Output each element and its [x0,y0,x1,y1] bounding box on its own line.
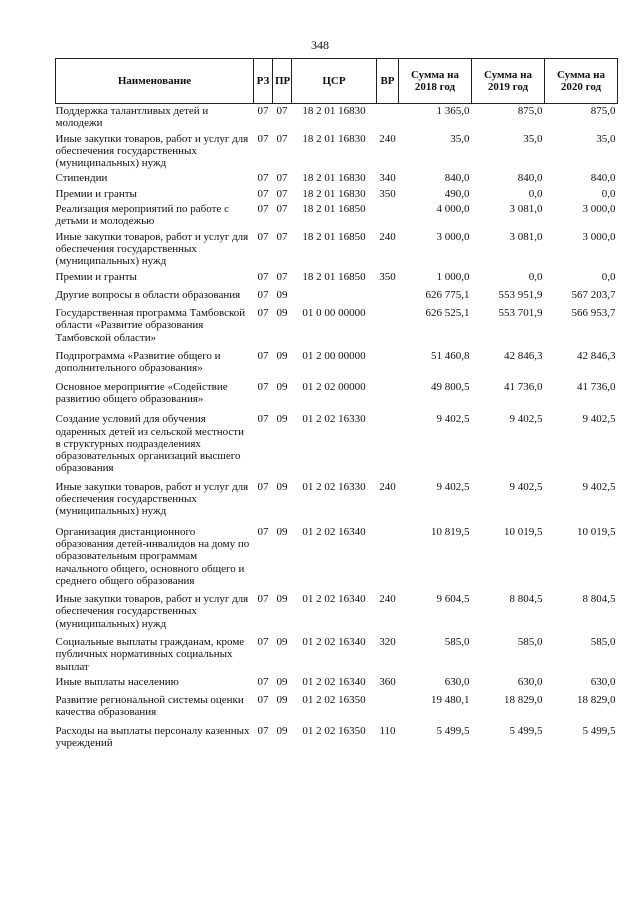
cell-rz: 07 [257,350,269,363]
cell-sum-2018: 585,0 [444,635,470,648]
budget-table [55,58,618,749]
table-row [56,592,618,635]
table-header [56,59,618,104]
cell-sum-2019: 630,0 [517,675,543,688]
cell-sum-2020: 9 402,5 [582,480,616,493]
cell-sum-2019: 35,0 [523,132,543,145]
cell-rz: 07 [257,380,269,393]
cell-vr [377,380,399,413]
cell-vr: 110 [379,724,396,737]
cell-name: Иные закупки товаров, работ и услуг для обеспечения государственных (муниципальных) нужд [55,593,249,630]
cell-rz: 07 [257,675,269,688]
table-row [56,270,618,288]
table-row [56,349,618,380]
cell-name: Организация дистанционного образования детей-инвалидов на дому по образовательным программам начального общего, основного общего и среднего общего образования [55,525,250,587]
header-vr: ВР [377,59,399,104]
cell-vr: 240 [379,230,396,243]
cell-vr [377,525,399,592]
cell-rz: 07 [257,288,269,301]
cell-rz: 07 [257,172,269,185]
cell-sum-2019: 0,0 [528,270,543,283]
cell-name: Социальные выплаты гражданам, кроме публичных нормативных социальных выплат [55,635,245,673]
cell-sum-2019: 0,0 [528,187,543,200]
cell-vr [377,693,399,724]
cell-vr [377,412,399,479]
cell-csr: 01 2 02 16340 [302,593,366,606]
cell-name: Расходы на выплаты персоналу казенных учреждений [55,724,250,750]
cell-csr: 01 2 00 00000 [302,350,366,363]
cell-sum-2019: 9 402,5 [509,413,543,426]
cell-rz: 07 [257,307,269,320]
cell-sum-2018: 9 402,5 [436,413,470,426]
cell-name: Поддержка талантливых детей и молодежи [55,105,209,130]
cell-vr: 340 [379,172,396,185]
cell-rz: 07 [257,187,269,200]
cell-pr: 07 [276,203,288,216]
cell-pr: 09 [276,413,288,426]
table-row [56,230,618,270]
cell-sum-2019: 42 846,3 [504,350,543,363]
table-body [56,104,618,750]
cell-sum-2020: 35,0 [596,132,616,145]
cell-name: Премии и гранты [55,270,137,283]
cell-sum-2020: 5 499,5 [582,724,616,737]
cell-sum-2018: 4 000,0 [436,203,470,216]
cell-pr: 09 [276,380,288,393]
cell-name: Иные закупки товаров, работ и услуг для обеспечения государственных (муниципальных) нужд [55,480,249,518]
cell-csr: 01 2 02 16330 [302,480,366,493]
cell-vr [377,349,399,380]
cell-vr: 320 [379,635,396,648]
cell-sum-2018: 19 480,1 [431,694,470,707]
cell-csr: 01 2 02 16340 [302,525,366,538]
table-row [56,288,618,306]
cell-name: Иные выплаты населению [55,675,179,688]
cell-sum-2020: 41 736,0 [577,380,616,393]
table-row [56,380,618,413]
cell-vr [377,306,399,349]
cell-rz: 07 [257,724,269,737]
cell-vr: 360 [379,675,396,688]
table-row [56,525,618,592]
cell-sum-2019: 553 951,9 [498,288,543,301]
cell-csr: 18 2 01 16850 [302,203,366,216]
header-csr: ЦСР [292,59,377,104]
cell-rz: 07 [257,413,269,426]
cell-rz: 07 [257,525,269,538]
header-sum-2019: Сумма на 2019 год [472,59,545,104]
header-sum-2018: Сумма на 2018 год [399,59,472,104]
cell-csr: 18 2 01 16830 [302,172,366,185]
cell-vr: 240 [379,593,396,606]
cell-pr: 07 [276,132,288,145]
cell-sum-2019: 3 081,0 [509,203,543,216]
cell-pr: 09 [276,724,288,737]
cell-sum-2020: 9 402,5 [582,413,616,426]
cell-sum-2018: 630,0 [444,675,470,688]
cell-pr: 09 [276,593,288,606]
cell-name: Реализация мероприятий по работе с детьми и молодежью [55,203,229,228]
cell-vr: 240 [379,480,396,493]
cell-sum-2020: 567 203,7 [571,288,616,301]
cell-sum-2018: 51 460,8 [431,350,470,363]
cell-vr [377,202,399,230]
cell-sum-2018: 35,0 [450,132,470,145]
cell-csr: 01 2 02 16340 [302,675,366,688]
cell-sum-2018: 626 525,1 [425,307,470,320]
cell-name: Стипендии [55,172,108,185]
cell-sum-2019: 8 804,5 [509,593,543,606]
cell-csr: 18 2 01 16850 [302,230,366,243]
cell-name: Премии и гранты [55,187,137,200]
cell-csr: 01 2 02 16340 [302,635,366,648]
cell-sum-2018: 9 604,5 [436,593,470,606]
cell-sum-2019: 18 829,0 [504,694,543,707]
cell-pr: 09 [276,635,288,648]
cell-vr: 350 [379,270,396,283]
cell-csr: 18 2 01 16830 [302,132,366,145]
table-row [56,187,618,202]
cell-sum-2018: 3 000,0 [436,230,470,243]
table-row [56,202,618,230]
cell-pr: 07 [276,172,288,185]
cell-pr: 09 [276,350,288,363]
cell-name: Иные закупки товаров, работ и услуг для обеспечения государственных (муниципальных) нужд [55,132,249,170]
table-row [56,724,618,750]
header-name: Наименование [56,59,254,104]
cell-sum-2019: 840,0 [517,172,543,185]
cell-sum-2018: 5 499,5 [436,724,470,737]
cell-sum-2018: 10 819,5 [431,525,470,538]
cell-name: Другие вопросы в области образования [55,288,241,301]
cell-sum-2020: 840,0 [590,172,616,185]
cell-pr: 09 [276,675,288,688]
cell-sum-2020: 0,0 [601,270,616,283]
cell-sum-2019: 875,0 [517,105,543,117]
cell-sum-2019: 553 701,9 [498,307,543,320]
table-row [56,306,618,349]
cell-sum-2020: 630,0 [590,675,616,688]
cell-pr: 09 [276,525,288,538]
cell-pr: 07 [276,270,288,283]
cell-name: Государственная программа Тамбовской области «Развитие образования Тамбовской области» [55,307,246,344]
cell-vr: 240 [379,132,396,145]
cell-sum-2020: 10 019,5 [577,525,616,538]
cell-sum-2019: 3 081,0 [509,230,543,243]
table-row [56,412,618,479]
cell-rz: 07 [257,203,269,216]
cell-sum-2020: 8 804,5 [582,593,616,606]
cell-sum-2018: 490,0 [444,187,470,200]
cell-csr: 01 2 02 00000 [302,380,366,393]
cell-pr: 07 [276,187,288,200]
cell-sum-2018: 840,0 [444,172,470,185]
cell-rz: 07 [257,593,269,606]
cell-rz: 07 [257,230,269,243]
cell-rz: 07 [257,635,269,648]
cell-csr: 18 2 01 16830 [302,105,366,117]
cell-sum-2019: 41 736,0 [504,380,543,393]
table-row [56,132,618,172]
page-number: 348 [311,38,329,52]
cell-vr [377,104,399,132]
cell-sum-2020: 585,0 [590,635,616,648]
cell-sum-2020: 566 953,7 [571,307,616,320]
cell-rz: 07 [257,132,269,145]
cell-sum-2018: 1 365,0 [436,105,470,117]
cell-csr: 01 2 02 16350 [302,724,366,737]
header-sum-2020: Сумма на 2020 год [545,59,618,104]
table-row [56,480,618,525]
cell-csr: 01 2 02 16350 [302,694,366,707]
header-rz: РЗ [254,59,273,104]
cell-csr: 01 2 02 16330 [302,413,366,426]
cell-rz: 07 [257,694,269,707]
cell-sum-2019: 10 019,5 [504,525,543,538]
cell-sum-2018: 1 000,0 [436,270,470,283]
cell-pr: 07 [276,230,288,243]
cell-sum-2020: 3 000,0 [582,203,616,216]
cell-name: Создание условий для обучения одаренных детей из сельской местности в структурных подразделениях образовательных организаций высшего образования [55,413,244,475]
header-pr: ПР [273,59,292,104]
cell-sum-2020: 0,0 [601,187,616,200]
cell-vr: 350 [379,187,396,200]
cell-csr [292,288,377,306]
cell-name: Подпрограмма «Развитие общего и дополнительного образования» [55,350,221,375]
cell-csr: 01 0 00 00000 [302,307,366,320]
cell-sum-2018: 9 402,5 [436,480,470,493]
cell-sum-2018: 626 775,1 [425,288,470,301]
table-row [56,171,618,186]
cell-sum-2020: 18 829,0 [577,694,616,707]
cell-pr: 09 [276,307,288,320]
cell-csr: 18 2 01 16850 [302,270,366,283]
table-row [56,635,618,675]
cell-vr [377,288,399,306]
cell-rz: 07 [257,105,269,117]
cell-pr: 09 [276,694,288,707]
cell-rz: 07 [257,480,269,493]
table-row [56,104,618,132]
cell-rz: 07 [257,270,269,283]
cell-sum-2018: 49 800,5 [431,380,470,393]
cell-csr: 18 2 01 16830 [302,187,366,200]
table-row [56,675,618,693]
cell-name: Основное мероприятие «Содействие развитию общего образования» [55,380,228,405]
cell-sum-2020: 3 000,0 [582,230,616,243]
cell-name: Иные закупки товаров, работ и услуг для обеспечения государственных (муниципальных) нужд [55,230,249,268]
table-row [56,693,618,724]
cell-sum-2020: 875,0 [590,105,616,117]
cell-sum-2019: 5 499,5 [509,724,543,737]
cell-sum-2019: 585,0 [517,635,543,648]
cell-name: Развитие региональной системы оценки качества образования [55,694,244,719]
cell-pr: 07 [276,105,288,117]
cell-sum-2020: 42 846,3 [577,350,616,363]
cell-pr: 09 [276,480,288,493]
cell-sum-2019: 9 402,5 [509,480,543,493]
cell-pr: 09 [276,288,288,301]
